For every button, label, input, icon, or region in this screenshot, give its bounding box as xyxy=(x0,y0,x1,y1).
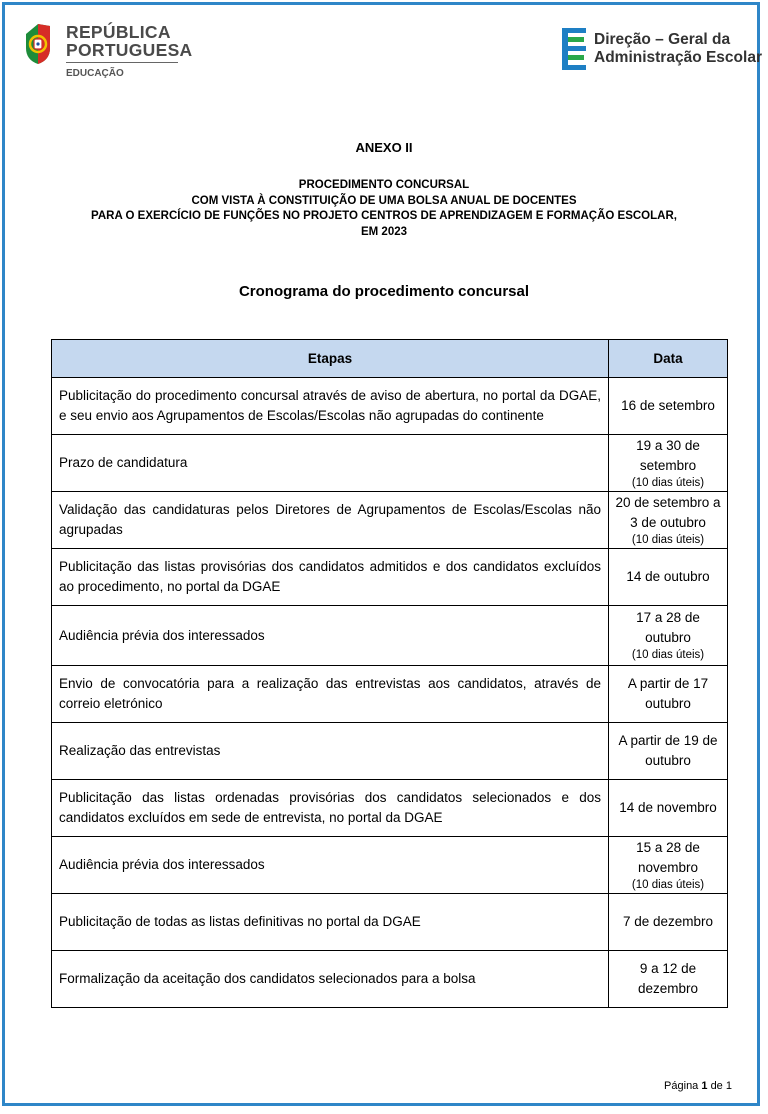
subtitle-line: PROCEDIMENTO CONCURSAL xyxy=(298,179,470,191)
table-row xyxy=(52,606,728,666)
etapa-cell: Realização das entrevistas xyxy=(52,723,609,780)
table-row xyxy=(52,780,728,837)
business-days-note: (10 dias úteis) xyxy=(631,533,705,546)
dgae-logo-text xyxy=(594,31,762,67)
data-cell xyxy=(609,549,728,606)
etapa-cell: Prazo de candidatura xyxy=(52,435,609,492)
business-days-note: (10 dias úteis) xyxy=(631,649,705,661)
etapa-cell: Publicitação de todas as listas definitivas no portal da DGAE xyxy=(52,894,609,951)
portugal-emblem-icon xyxy=(24,22,58,66)
schedule-heading: Cronograma do procedimento concursal xyxy=(238,283,530,300)
table-row xyxy=(52,837,728,894)
table-header-row xyxy=(52,340,728,378)
etapa-cell: Validação das candidaturas pelos Diretores de Agrupamentos de Escolas/Escolas não agrupadas xyxy=(52,492,609,549)
logo-text-line1: REPÚBLICA xyxy=(66,22,171,42)
date-text: A partir de 19 de outubro xyxy=(618,733,718,768)
etapa-cell: Formalização da aceitação dos candidatos selecionados para a bolsa xyxy=(52,951,609,1008)
footer-total-pages: 1 xyxy=(725,1080,732,1092)
republica-portuguesa-logo xyxy=(24,20,193,82)
date-text: 17 a 28 de outubro xyxy=(636,610,700,645)
data-cell xyxy=(609,378,728,435)
data-cell xyxy=(609,837,728,894)
subtitle-line: PARA O EXERCÍCIO DE FUNÇÕES NO PROJETO CENTROS DE APRENDIZAGEM E FORMAÇÃO ESCOLAR, xyxy=(91,210,677,222)
table-row xyxy=(52,435,728,492)
table-row xyxy=(52,951,728,1008)
date-text: 20 de setembro a 3 de outubro xyxy=(615,494,721,530)
subtitle-line: EM 2023 xyxy=(360,225,408,238)
column-header-etapas: Etapas xyxy=(52,340,609,378)
data-cell xyxy=(609,435,728,492)
column-header-data: Data xyxy=(609,340,728,378)
table-row xyxy=(52,666,728,723)
footer-of: de xyxy=(710,1080,723,1092)
etapa-cell: Audiência prévia dos interessados xyxy=(52,837,609,894)
footer-prefix: Página xyxy=(664,1080,699,1092)
etapa-cell: Audiência prévia dos interessados xyxy=(52,606,609,666)
dgae-logo xyxy=(560,28,762,72)
data-cell xyxy=(609,951,728,1008)
etapa-cell: Publicitação do procedimento concursal através de aviso de abertura, no portal da DGAE, e seu envio aos Agrupamentos de Escolas/Escolas não agrupadas do continente xyxy=(52,378,609,435)
logo-text-line2: PORTUGUESA xyxy=(66,40,193,60)
dgae-mark-icon xyxy=(562,28,586,70)
annex-title: ANEXO II xyxy=(355,140,413,155)
etapa-cell: Publicitação das listas ordenadas provisórias dos candidatos selecionados e dos candidatos excluídos em sede de entrevista, no portal da DGAE xyxy=(52,780,609,837)
table-row xyxy=(52,723,728,780)
etapa-cell: Publicitação das listas provisórias dos candidatos admitidos e dos candidatos excluídos ao procedimento, no portal da DGAE xyxy=(52,549,609,606)
dgae-line1: Direção – Geral da xyxy=(594,31,731,48)
data-cell xyxy=(609,780,728,837)
logo-divider xyxy=(66,62,178,63)
dgae-line2: Administração Escolar xyxy=(594,49,762,66)
table-row xyxy=(52,549,728,606)
table-row xyxy=(52,378,728,435)
schedule-table xyxy=(51,339,728,1008)
data-cell xyxy=(609,666,728,723)
date-text: 19 a 30 de setembro xyxy=(636,437,700,473)
subtitle-line: COM VISTA À CONSTITUIÇÃO DE UMA BOLSA ANUAL DE DOCENTES xyxy=(191,194,577,207)
table-row xyxy=(52,492,728,549)
business-days-note: (10 dias úteis) xyxy=(631,476,705,489)
date-text: 16 de setembro xyxy=(621,398,715,413)
business-days-note: (10 dias úteis) xyxy=(631,878,705,891)
footer-page-number: 1 xyxy=(701,1080,708,1092)
date-text: 14 de outubro xyxy=(626,569,710,584)
data-cell xyxy=(609,492,728,549)
procedure-subtitle xyxy=(40,178,728,240)
logo-subtext: EDUCAÇÃO xyxy=(66,68,124,79)
etapa-cell: Envio de convocatória para a realização das entrevistas aos candidatos, através de correio eletrónico xyxy=(52,666,609,723)
data-cell xyxy=(609,723,728,780)
date-text: 7 de dezembro xyxy=(622,914,714,929)
data-cell xyxy=(609,894,728,951)
date-text: A partir de 17 outubro xyxy=(627,676,709,711)
date-text: 14 de novembro xyxy=(619,800,717,815)
table-row xyxy=(52,894,728,951)
page-footer xyxy=(664,1080,732,1092)
date-text: 15 a 28 de novembro xyxy=(636,839,700,875)
date-text: 9 a 12 de dezembro xyxy=(637,961,699,996)
data-cell xyxy=(609,606,728,666)
